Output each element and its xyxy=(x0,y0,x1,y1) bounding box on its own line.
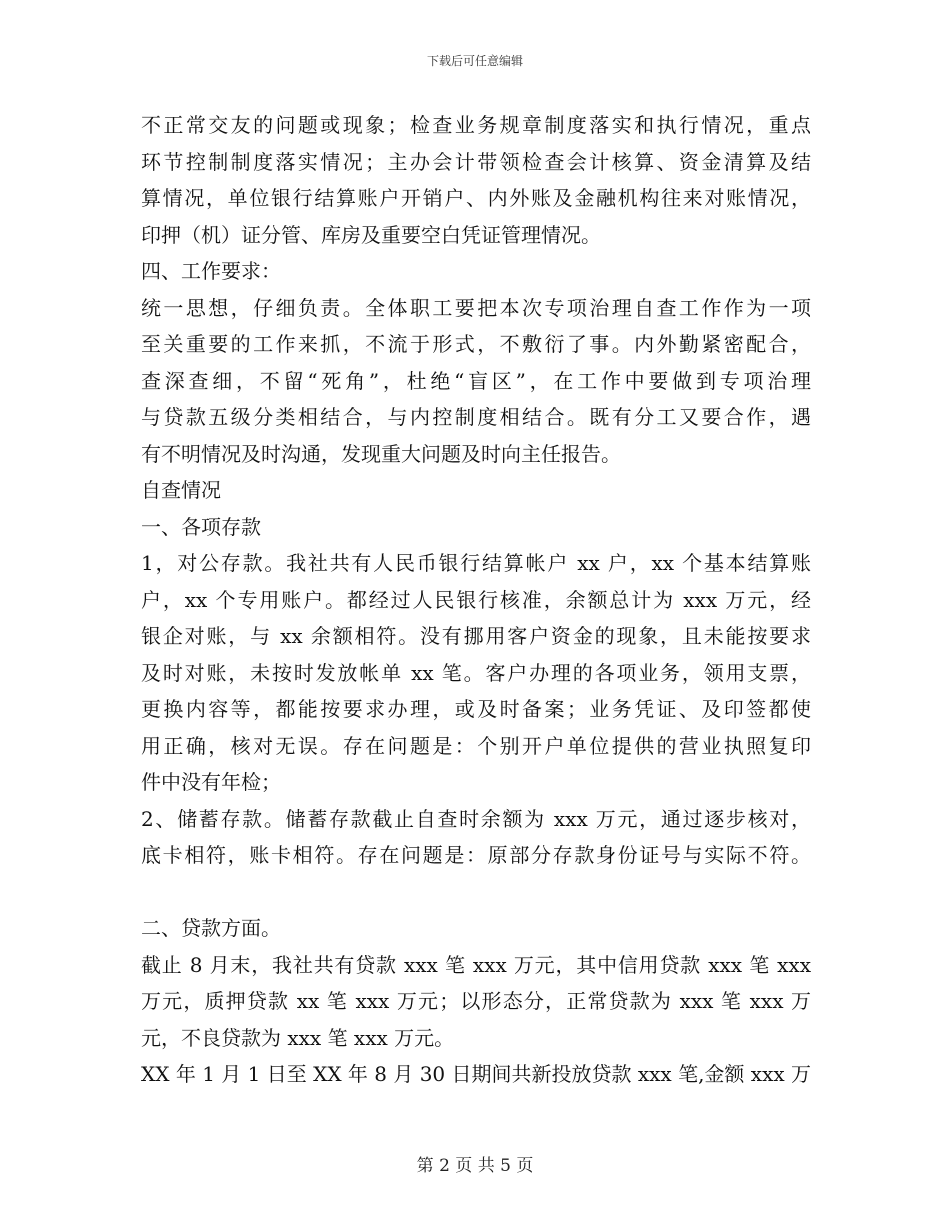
section-heading: 自查情况 xyxy=(141,478,221,502)
body-line: 更换内容等，都能按要求办理，或及时备案；业务凭证、及印签都使 xyxy=(141,697,811,721)
body-line: 查深查细，不留“死角”，杜绝“盲区”，在工作中要做到专项治理 xyxy=(141,368,811,393)
body-line: 与贷款五级分类相结合，与内控制度相结合。既有分工又要合作，遇 xyxy=(141,405,811,429)
body-line: 件中没有年检； xyxy=(141,770,281,794)
body-line: 元，不良贷款为 xxx 笔 xxx 万元。 xyxy=(141,1025,455,1050)
body-line: 1，对公存款。我社共有人民币银行结算帐户 xx 户，xx 个基本结算账 xyxy=(141,551,811,575)
section-heading: 二、贷款方面。 xyxy=(141,916,281,940)
body-line: 算情况，单位银行结算账户开销户、内外账及金融机构往来对账情况， xyxy=(141,186,811,210)
body-line: 统一思想，仔细负责。全体职工要把本次专项治理自查工作作为一项 xyxy=(141,295,811,320)
page-number: 第 2 页 共 5 页 xyxy=(416,1156,534,1176)
page-header-note: 下载后可任意编辑 xyxy=(426,54,523,68)
section-heading: 四、工作要求： xyxy=(141,259,281,283)
body-line: 户，xx 个专用账户。都经过人民银行核准，余额总计为 xxx 万元，经 xyxy=(141,587,811,612)
body-line: 及时对账，未按时发放帐单 xx 笔。客户办理的各项业务，领用支票， xyxy=(141,660,811,685)
blank-line xyxy=(141,874,811,911)
document-body xyxy=(141,107,811,1093)
body-line: 底卡相符，账卡相符。存在问题是：原部分存款身份证号与实际不符。 xyxy=(141,843,811,867)
body-line: XX 年 1 月 1 日至 XX 年 8 月 30 日期间共新投放贷款 xxx 笔,金额 xxx 万 xyxy=(141,1062,811,1086)
body-line: 2、储蓄存款。储蓄存款截止自查时余额为 xxx 万元，通过逐步核对， xyxy=(141,806,811,831)
body-line: 至关重要的工作来抓，不流于形式，不敷衍了事。内外勤紧密配合， xyxy=(141,332,811,356)
body-line: 截止 8 月末，我社共有贷款 xxx 笔 xxx 万元，其中信用贷款 xxx 笔 xxx xyxy=(141,952,811,977)
body-line: 银企对账，与 xx 余额相符。没有挪用客户资金的现象，且未能按要求 xyxy=(141,624,811,648)
body-line: 有不明情况及时沟通，发现重大问题及时向主任报告。 xyxy=(141,441,621,466)
body-line: 印押（机）证分管、库房及重要空白凭证管理情况。 xyxy=(141,222,601,247)
body-line: 不正常交友的问题或现象；检查业务规章制度落实和执行情况，重点 xyxy=(141,113,811,137)
body-line: 环节控制制度落实情况；主办会计带领检查会计核算、资金清算及结 xyxy=(141,149,811,174)
body-line: 用正确，核对无误。存在问题是：个别开户单位提供的营业执照复印 xyxy=(141,733,811,758)
body-line: 万元，质押贷款 xx 笔 xxx 万元；以形态分，正常贷款为 xxx 笔 xxx 万 xyxy=(141,989,811,1013)
section-heading: 一、各项存款 xyxy=(141,514,261,539)
